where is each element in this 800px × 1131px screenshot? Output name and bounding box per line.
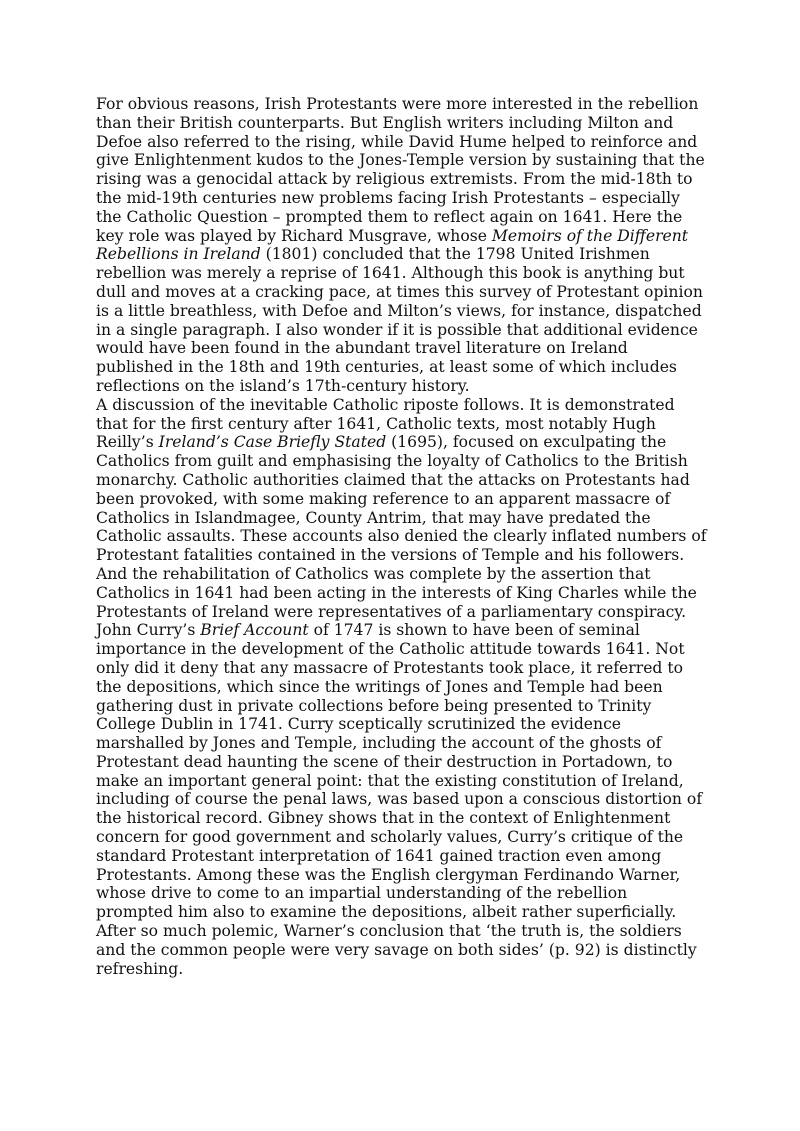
paragraph-1 (96, 95, 708, 396)
book-title-irelands-case: Ireland’s Case Briefly Stated (158, 433, 387, 452)
paragraph-2 (96, 396, 708, 622)
paragraph-1-text: For obvious reasons, Irish Protestants were more interested in the rebellion than their British counterparts. But English writers including Milton and Defoe also referred to the rising, while David Hume helped to reinforce and give Enlightenment kudos to the Jones-Temple version by sustaining that the rising was a genocidal attack by religious extremists. From the mid-18th to the mid-19th centuries new problems facing Irish Protestants – especially the Catholic Question – prompted them to reflect again on 1641. Here the key role was played by Richard Musgrave, whose (96, 95, 705, 245)
paragraph-1-text-continued: (1801) concluded that the 1798 United Irishmen rebellion was merely a reprise of 1641. Although this book is anything but dull and moves at a cracking pace, at times this survey of Protestant opinion is a little breathless, with Defoe and Milton’s views, for instance, dispatched in a single paragraph. I also wonder if it is possible that additional evidence would have been found in the abundant travel literature on Ireland published in the 18th and 19th centuries, at least some of which includes reflections on the island’s 17th-century history. (96, 245, 703, 395)
paragraph-3-text: John Curry’s (96, 621, 201, 640)
book-title-brief-account: Brief Account (200, 621, 309, 640)
paragraph-2-text: A discussion of the inevitable Catholic riposte follows. It is demonstrated that for the first century after 1641, Catholic texts, most notably Hugh Reilly’s (96, 395, 675, 452)
book-title-memoirs: Memoirs of the Different Rebellions in Ireland (96, 226, 689, 264)
paragraph-3 (96, 621, 708, 978)
document-page (96, 95, 708, 978)
paragraph-2-text-continued: (1695), focused on exculpating the Catholics from guilt and emphasising the loyalty of Catholics to the British monarchy. Catholic authorities claimed that the attacks on Protestants had been provoked, with some making reference to an apparent massacre of Catholics in Islandmagee, County Antrim, that may have predated the Catholic assaults. These accounts also denied the clearly inflated numbers of Protestant fatalities contained in the versions of Temple and his followers. And the rehabilitation of Catholics was complete by the assertion that Catholics in 1641 had been acting in the interests of King Charles while the Protestants of Ireland were representatives of a parliamentary conspiracy. (96, 433, 707, 621)
paragraph-3-text-continued: of 1747 is shown to have been of seminal importance in the development of the Catholic attitude towards 1641. Not only did it deny that any massacre of Protestants took place, it referred to the depositions, which since the writings of Jones and Temple had been gathering dust in private collections before being presented to Trinity College Dublin in 1741. Curry sceptically scrutinized the evidence marshalled by Jones and Temple, including the account of the ghosts of Protestant dead haunting the scene of their destruction in Portadown, to make an important general point: that the existing constitution of Ireland, including of course the penal laws, was based upon a conscious distortion of the historical record. Gibney shows that in the context of Enlightenment concern for good government and scholarly values, Curry’s critique of the standard Protestant interpretation of 1641 gained traction even among Protestants. Among these was the English clergyman Ferdinando Warner, whose drive to come to an impartial understanding of the rebellion prompted him also to examine the depositions, albeit rather superficially. After so much polemic, Warner’s conclusion that ‘the truth is, the soldiers and the common people were very savage on both sides’ (p. 92) is distinctly refreshing. (96, 621, 703, 978)
